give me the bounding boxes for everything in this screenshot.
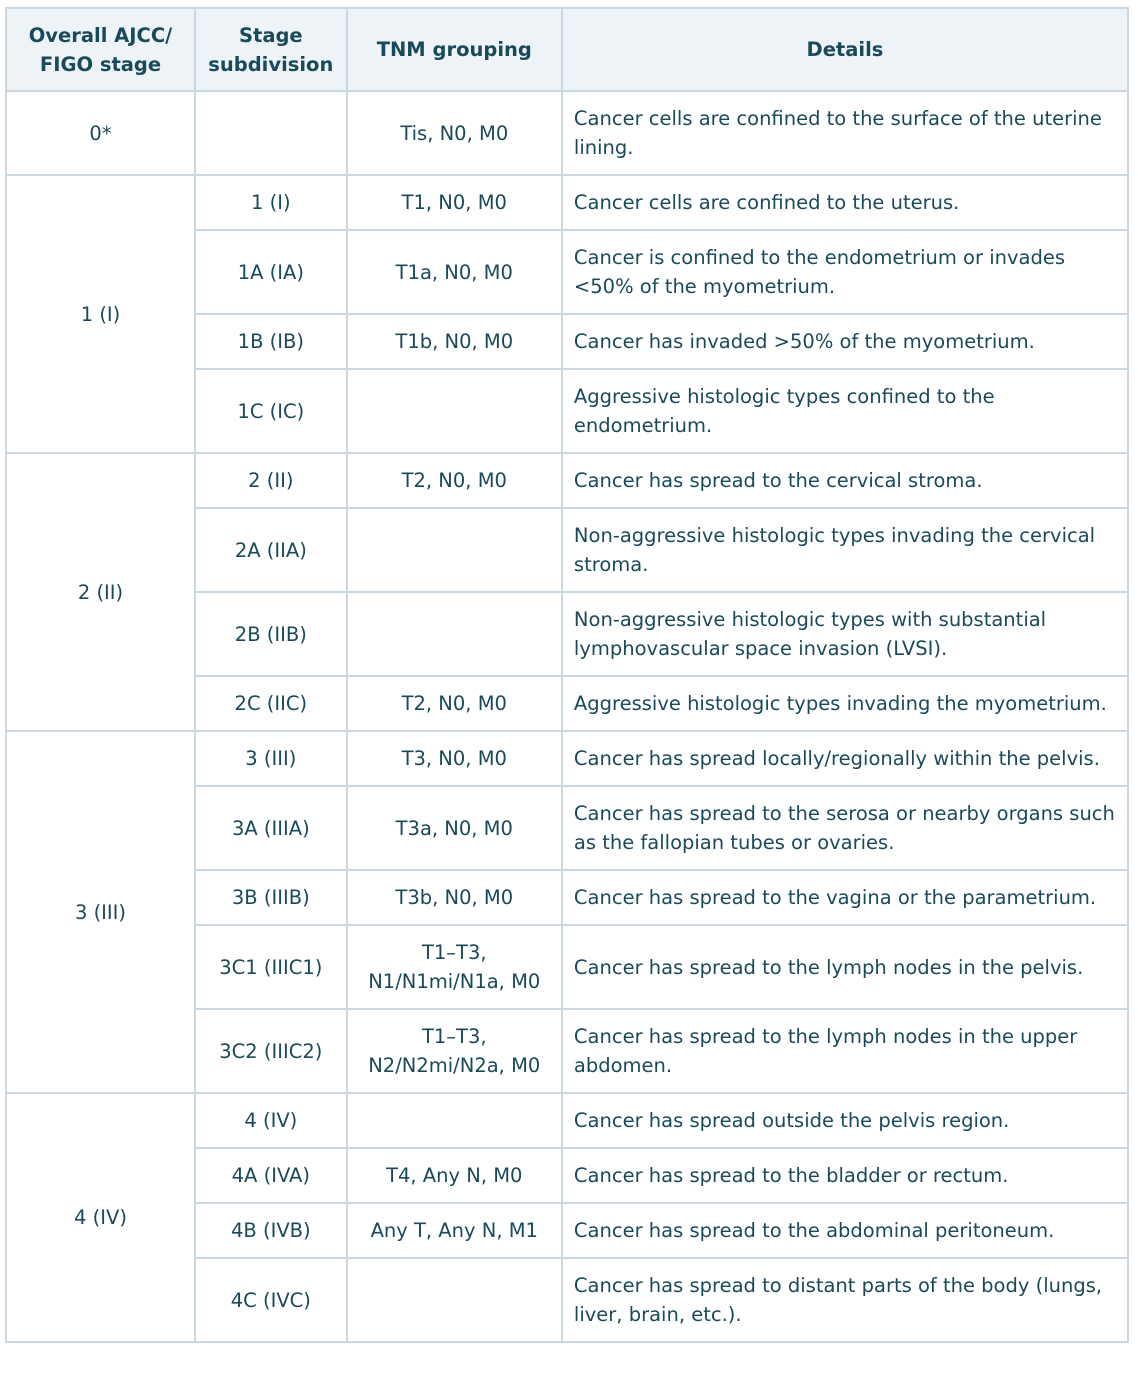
table-row xyxy=(6,453,1128,508)
table-row xyxy=(6,175,1128,230)
tnm-cell: T1–T3, N2/N2mi/N2a, M0 xyxy=(347,1009,562,1093)
subdivision-cell: 3B (IIIB) xyxy=(195,870,347,925)
subdivision-cell: 3C2 (IIIC2) xyxy=(195,1009,347,1093)
details-cell: Cancer has spread to the bladder or rectum. xyxy=(562,1148,1128,1203)
details-cell: Non-aggressive histologic types invading the cervical stroma. xyxy=(562,508,1128,592)
details-cell: Cancer cells are confined to the uterus. xyxy=(562,175,1128,230)
subdivision-cell: 4A (IVA) xyxy=(195,1148,347,1203)
tnm-cell xyxy=(347,592,562,676)
subdivision-cell: 3A (IIIA) xyxy=(195,786,347,870)
staging-table xyxy=(5,7,1129,1343)
tnm-cell: T2, N0, M0 xyxy=(347,453,562,508)
subdivision-cell: 3 (III) xyxy=(195,731,347,786)
subdivision-cell: 4C (IVC) xyxy=(195,1258,347,1342)
subdivision-cell: 2B (IIB) xyxy=(195,592,347,676)
details-cell: Non-aggressive histologic types with substantial lymphovascular space invasion (LVSI). xyxy=(562,592,1128,676)
header-stage-subdivision: Stage subdivision xyxy=(195,8,347,91)
subdivision-cell: 2A (IIA) xyxy=(195,508,347,592)
overall-stage-cell: 3 (III) xyxy=(6,731,195,1093)
details-cell: Cancer has spread to the vagina or the parametrium. xyxy=(562,870,1128,925)
details-cell: Cancer is confined to the endometrium or invades <50% of the myometrium. xyxy=(562,230,1128,314)
details-cell: Cancer has spread to distant parts of the body (lungs, liver, brain, etc.). xyxy=(562,1258,1128,1342)
tnm-cell: T2, N0, M0 xyxy=(347,676,562,731)
tnm-cell xyxy=(347,508,562,592)
details-cell: Cancer has spread to the cervical stroma. xyxy=(562,453,1128,508)
subdivision-cell: 1B (IB) xyxy=(195,314,347,369)
details-cell: Cancer has spread to the serosa or nearby organs such as the fallopian tubes or ovaries. xyxy=(562,786,1128,870)
details-cell: Cancer has spread outside the pelvis region. xyxy=(562,1093,1128,1148)
details-cell: Cancer has spread locally/regionally within the pelvis. xyxy=(562,731,1128,786)
tnm-cell: T1, N0, M0 xyxy=(347,175,562,230)
tnm-cell: T1–T3, N1/N1mi/N1a, M0 xyxy=(347,925,562,1009)
overall-stage-cell: 1 (I) xyxy=(6,175,195,453)
header-details: Details xyxy=(562,8,1128,91)
subdivision-cell: 1 (I) xyxy=(195,175,347,230)
details-cell: Aggressive histologic types invading the myometrium. xyxy=(562,676,1128,731)
table-row xyxy=(6,91,1128,175)
tnm-cell xyxy=(347,1258,562,1342)
subdivision-cell: 3C1 (IIIC1) xyxy=(195,925,347,1009)
details-cell: Cancer has invaded >50% of the myometrium. xyxy=(562,314,1128,369)
subdivision-cell: 4B (IVB) xyxy=(195,1203,347,1258)
tnm-cell: T3, N0, M0 xyxy=(347,731,562,786)
overall-stage-cell: 4 (IV) xyxy=(6,1093,195,1342)
details-cell: Cancer has spread to the lymph nodes in the upper abdomen. xyxy=(562,1009,1128,1093)
subdivision-cell xyxy=(195,91,347,175)
tnm-cell xyxy=(347,369,562,453)
details-cell: Cancer has spread to the abdominal peritoneum. xyxy=(562,1203,1128,1258)
details-cell: Aggressive histologic types confined to the endometrium. xyxy=(562,369,1128,453)
subdivision-cell: 4 (IV) xyxy=(195,1093,347,1148)
tnm-cell: T1a, N0, M0 xyxy=(347,230,562,314)
overall-stage-cell: 0* xyxy=(6,91,195,175)
subdivision-cell: 2C (IIC) xyxy=(195,676,347,731)
tnm-cell: Any T, Any N, M1 xyxy=(347,1203,562,1258)
tnm-cell xyxy=(347,1093,562,1148)
table-row xyxy=(6,1093,1128,1148)
subdivision-cell: 1A (IA) xyxy=(195,230,347,314)
tnm-cell: T4, Any N, M0 xyxy=(347,1148,562,1203)
subdivision-cell: 2 (II) xyxy=(195,453,347,508)
tnm-cell: T1b, N0, M0 xyxy=(347,314,562,369)
header-overall-stage: Overall AJCC/ FIGO stage xyxy=(6,8,195,91)
header-tnm-grouping: TNM grouping xyxy=(347,8,562,91)
table-row xyxy=(6,731,1128,786)
tnm-cell: Tis, N0, M0 xyxy=(347,91,562,175)
details-cell: Cancer has spread to the lymph nodes in the pelvis. xyxy=(562,925,1128,1009)
details-cell: Cancer cells are confined to the surface of the uterine lining. xyxy=(562,91,1128,175)
table-header-row xyxy=(6,8,1128,91)
subdivision-cell: 1C (IC) xyxy=(195,369,347,453)
tnm-cell: T3b, N0, M0 xyxy=(347,870,562,925)
overall-stage-cell: 2 (II) xyxy=(6,453,195,731)
tnm-cell: T3a, N0, M0 xyxy=(347,786,562,870)
